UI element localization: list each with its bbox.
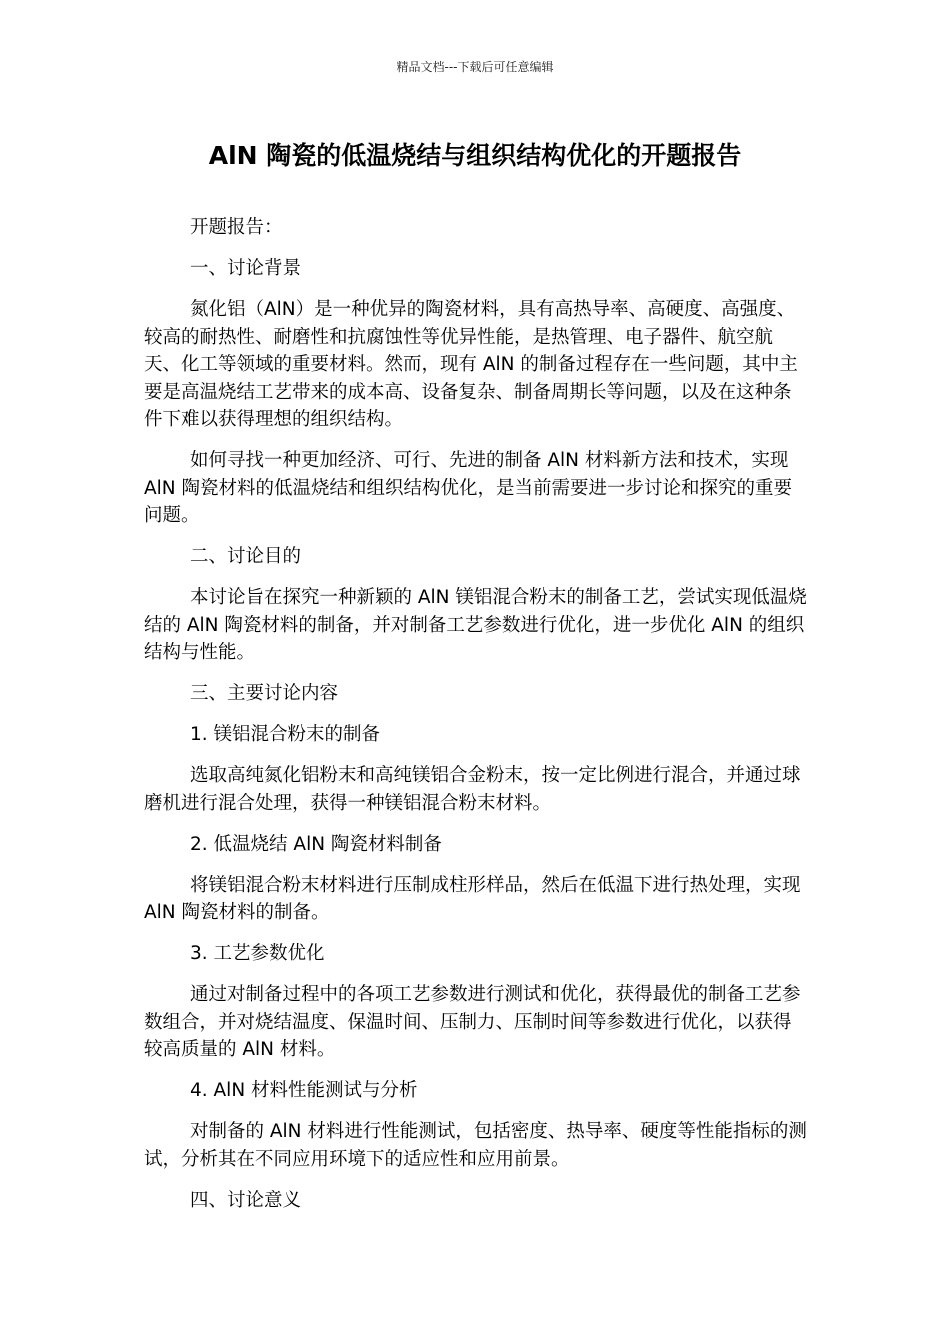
document-title: AlN 陶瓷的低温烧结与组织结构优化的开题报告 <box>208 141 742 170</box>
section-heading-purpose: 二、讨论目的 <box>190 546 302 567</box>
document-body <box>144 214 808 1228</box>
section-heading-significance: 四、讨论意义 <box>190 1189 302 1211</box>
paragraph-content-2: 将镁铝混合粉末材料进行压制成柱形样品，然后在低温下进行热处理，实现 AlN 陶瓷材料的制备。 <box>144 874 801 923</box>
section-heading-background: 一、讨论背景 <box>190 258 302 279</box>
paragraph-background-2: 如何寻找一种更加经济、可行、先进的制备 AlN 材料新方法和技术，实现 AlN 陶瓷材料的低温烧结和组织结构优化，是当前需要进一步讨论和探究的重要问题。 <box>144 450 793 526</box>
paragraph-background-1: 氮化铝（AlN）是一种优异的陶瓷材料，具有高热导率、高硬度、高强度、较高的耐热性、耐磨性和抗腐蚀性等优异性能，是热管理、电子器件、航空航天、化工等领域的重要材料。然而，现有 AlN 的制备过程存在一些问题，其中主要是高温烧结工艺带来的成本高、设备复杂、制备周期长等问题，以及在这种条件下难以获得理想的组织结构。 <box>144 299 798 430</box>
subheading-4: 4. AlN 材料性能测试与分析 <box>190 1080 418 1101</box>
paragraph-content-4: 对制备的 AlN 材料进行性能测试，包括密度、热导率、硬度等性能指标的测试，分析其在不同应用环境下的适应性和应用前景。 <box>144 1121 807 1170</box>
paragraph-content-3: 通过对制备过程中的各项工艺参数进行测试和优化，获得最优的制备工艺参数组合，并对烧结温度、保温时间、压制力、压制时间等参数进行优化，以获得较高质量的 AlN 材料。 <box>144 984 801 1060</box>
report-label: 开题报告： <box>190 217 283 238</box>
paragraph-purpose: 本讨论旨在探究一种新颖的 AlN 镁铝混合粉末的制备工艺，尝试实现低温烧结的 AlN 陶瓷材料的制备，并对制备工艺参数进行优化，进一步优化 AlN 的组织结构与性能。 <box>144 587 807 663</box>
section-heading-content: 三、主要讨论内容 <box>190 683 339 704</box>
header-note: 精品文档---下载后可任意编辑 <box>396 60 554 74</box>
paragraph-content-1: 选取高纯氮化铝粉末和高纯镁铝合金粉末，按一定比例进行混合，并通过球磨机进行混合处理，获得一种镁铝混合粉末材料。 <box>144 765 801 814</box>
subheading-2: 2. 低温烧结 AlN 陶瓷材料制备 <box>190 833 442 855</box>
subheading-3: 3. 工艺参数优化 <box>190 943 325 964</box>
subheading-1: 1. 镁铝混合粉末的制备 <box>190 724 381 745</box>
